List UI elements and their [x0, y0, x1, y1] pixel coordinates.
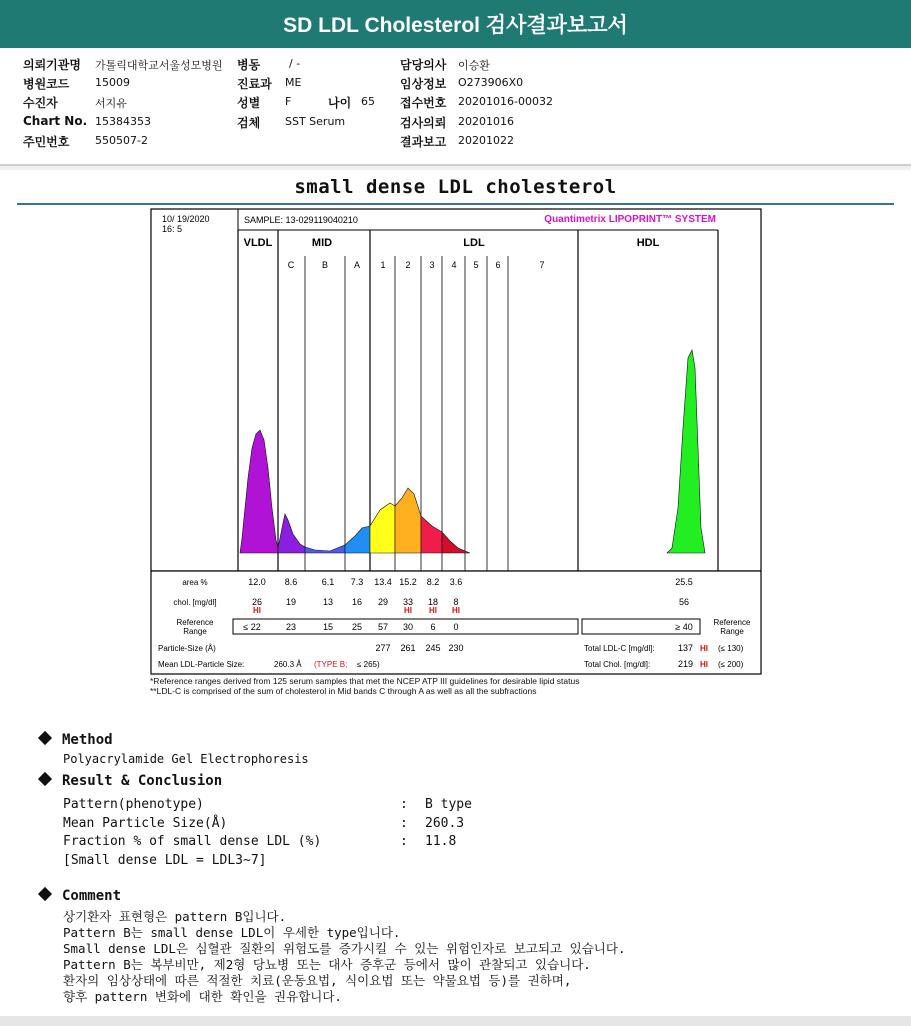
info-value: ME [285, 76, 302, 89]
info-value: 가톨릭대학교서울성모병원 [95, 59, 223, 72]
particle-size-value: 261 [400, 643, 416, 653]
row-label-particle: Particle-Size (Å) [158, 644, 216, 653]
reference-value: 6 [430, 622, 436, 632]
chart-sample: SAMPLE: 13-029119040210 [244, 215, 358, 225]
area-value: 12.0 [248, 577, 266, 587]
reference-value: 15 [322, 622, 334, 632]
area-value: 8.2 [426, 577, 440, 587]
lipoprint-chart [150, 208, 762, 696]
info-label: 진료과 [237, 77, 272, 91]
chol-value: 33 [402, 597, 414, 607]
reference-value: 30 [402, 622, 414, 632]
info-value: 20201022 [458, 134, 514, 147]
chol-value: 8 [453, 597, 459, 607]
info-label: 담당의사 [400, 58, 447, 72]
comment-line: Small dense LDL은 심혈관 질환의 위험도를 증가시킬 수 있는 위험인자로 보고되고 있습니다. [63, 941, 626, 956]
chol-value: 16 [351, 597, 363, 607]
result-value-mean-size: 260.3 [425, 816, 465, 831]
info-label: 검사의뢰 [400, 116, 447, 130]
comment-heading-text: Comment [62, 888, 122, 904]
info-label: 결과보고 [400, 135, 447, 149]
info-label: 주민번호 [23, 135, 70, 149]
result-colon: : [400, 834, 408, 849]
info-label: 병원코드 [23, 77, 70, 91]
area-value: 13.4 [374, 577, 392, 587]
footnote-2: **LDL-C is comprised of the sum of cholesterol in Mid bands C through A as well as all the subfractions [150, 686, 537, 696]
reference-value: 25 [351, 622, 363, 632]
area-value: 6.1 [321, 577, 335, 587]
result-value-fraction: 11.8 [425, 834, 457, 849]
band-label: 5 [473, 260, 479, 270]
hi-flag: HI [404, 606, 412, 615]
chol-value: 26 [251, 597, 263, 607]
section-title: small dense LDL cholesterol [294, 176, 617, 198]
info-value: 서지유 [95, 97, 127, 110]
info-value: 15009 [95, 76, 130, 89]
band-label: 4 [451, 260, 457, 270]
total-chol-limit: (≤ 200) [718, 660, 744, 669]
method-text: Polyacrylamide Gel Electrophoresis [63, 752, 309, 766]
row-label-reference: Reference [176, 618, 214, 627]
row-label-area: area % [182, 578, 208, 587]
group-label-ldl: LDL [463, 237, 485, 249]
result-note: [Small dense LDL = LDL3~7] [63, 853, 267, 868]
info-label: 접수번호 [400, 96, 447, 110]
info-label: Chart No. [23, 114, 88, 128]
result-label-pattern: Pattern(phenotype) [63, 797, 204, 812]
info-label: 나이 [328, 96, 352, 110]
hdl-ref-label: Reference [713, 618, 751, 627]
group-label-vldl: VLDL [243, 237, 273, 249]
total-chol-value: 219 [678, 659, 694, 669]
comment-line: 환자의 임상상태에 따른 적절한 치료(운동요법, 식이요법 또는 약물요법 등)를 권하며, [63, 973, 572, 988]
info-label: 성별 [237, 96, 261, 110]
method-heading [40, 732, 113, 748]
comment-line: 향후 pattern 변화에 대한 확인을 권유합니다. [63, 989, 342, 1004]
mean-particle-value: 260.3 Å [274, 660, 302, 669]
diamond-bullet-icon [38, 731, 52, 745]
hi-flag: HI [452, 606, 460, 615]
area-value: 3.6 [449, 577, 463, 587]
patient-info-panel [0, 48, 911, 166]
band-label: 7 [539, 260, 545, 270]
hi-flag: HI [429, 606, 437, 615]
info-value: SST Serum [285, 115, 346, 128]
info-value: O273906X0 [458, 76, 524, 89]
hdl-chol-value: 56 [678, 597, 690, 607]
band-label: 1 [380, 260, 386, 270]
comment-line: 상기환자 표현형은 pattern B입니다. [63, 909, 287, 924]
band-label: B [321, 260, 329, 270]
chol-value: 13 [322, 597, 334, 607]
band-label: 3 [429, 260, 435, 270]
band-label: 6 [495, 260, 501, 270]
reference-value: 0 [453, 622, 459, 632]
total-ldl-label: Total LDL-C [mg/dl]: [584, 644, 655, 653]
area-value: 7.3 [350, 577, 364, 587]
area-value: 8.6 [284, 577, 298, 587]
band-label: A [353, 260, 361, 270]
info-label: 병동 [237, 58, 261, 72]
hi-flag: HI [253, 606, 261, 615]
band-label: 2 [405, 260, 411, 270]
band-label: C [287, 260, 295, 270]
page-bottom-bar [0, 1016, 911, 1026]
section-divider [17, 203, 894, 205]
reference-value: 23 [285, 622, 297, 632]
info-label: 의뢰기관명 [23, 58, 81, 72]
info-label: 수진자 [23, 96, 58, 110]
chart-system-title: Quantimetrix LIPOPRINT™ SYSTEM [544, 214, 716, 225]
comment-line: Pattern B는 복부비만, 제2형 당뇨병 또는 대사 증후군 등에서 많이 관찰되고 있습니다. [63, 957, 591, 972]
method-heading-text: Method [62, 732, 113, 748]
info-value: 20201016 [458, 115, 514, 128]
result-value-pattern: B type [425, 797, 472, 812]
result-heading-text: Result & Conclusion [62, 773, 223, 789]
mean-particle-type: (TYPE B; [314, 660, 348, 669]
total-chol-label: Total Chol. [mg/dl]: [584, 660, 651, 669]
info-value: 65 [361, 95, 375, 108]
info-value: 15384353 [95, 115, 151, 128]
hdl-reference-value: ≥ 40 [675, 622, 693, 632]
mean-particle-limit: ≤ 265) [357, 660, 380, 669]
comment-line: Pattern B는 small dense LDL이 우세한 type입니다. [63, 925, 401, 940]
diamond-bullet-icon [38, 772, 52, 786]
chol-value: 19 [285, 597, 297, 607]
hdl-range-label: Range [720, 627, 744, 636]
result-colon: : [400, 816, 408, 831]
chol-value: 18 [427, 597, 439, 607]
particle-size-value: 230 [448, 643, 464, 653]
info-label: 임상정보 [400, 77, 447, 91]
total-ldl-limit: (≤ 130) [718, 644, 744, 653]
group-label-hdl: HDL [636, 237, 660, 249]
total-chol-flag: HI [700, 660, 708, 669]
info-value: / - [289, 57, 301, 70]
reference-value: ≤ 22 [243, 622, 261, 632]
particle-size-value: 277 [375, 643, 391, 653]
mean-particle-label: Mean LDL-Particle Size: [158, 660, 245, 669]
hdl-area-value: 25.5 [675, 577, 693, 587]
info-value: 550507-2 [95, 134, 148, 147]
chart-time: 16: 5 [162, 224, 183, 234]
total-ldl-flag: HI [700, 644, 708, 653]
result-label-mean-size: Mean Particle Size(Å) [63, 816, 228, 831]
chol-value: 29 [377, 597, 389, 607]
report-title-bar [0, 0, 911, 48]
group-label-mid: MID [311, 237, 333, 249]
report-title: SD LDL Cholesterol 검사결과보고서 [283, 14, 628, 37]
info-value: 이승환 [458, 59, 490, 72]
total-ldl-value: 137 [678, 643, 694, 653]
reference-value: 57 [377, 622, 389, 632]
result-heading [40, 773, 222, 789]
footnote-1: *Reference ranges derived from 125 serum samples that met the NCEP ATP III guidelines for desirable lipid status [150, 676, 580, 686]
info-label: 검체 [237, 116, 261, 130]
separator [0, 166, 911, 170]
info-value: F [285, 95, 292, 108]
info-value: 20201016-00032 [458, 95, 553, 108]
row-label-range: Range [183, 627, 207, 636]
lipoprint-chart-svg [150, 208, 762, 696]
result-colon: : [400, 797, 408, 812]
area-value: 15.2 [399, 577, 417, 587]
diamond-bullet-icon [38, 887, 52, 901]
comment-heading [40, 888, 121, 904]
result-label-fraction: Fraction % of small dense LDL (%) [63, 834, 322, 849]
row-label-chol: chol. [mg/dl] [173, 598, 217, 607]
particle-size-value: 245 [425, 643, 441, 653]
chart-date: 10/ 19/2020 [162, 214, 210, 224]
